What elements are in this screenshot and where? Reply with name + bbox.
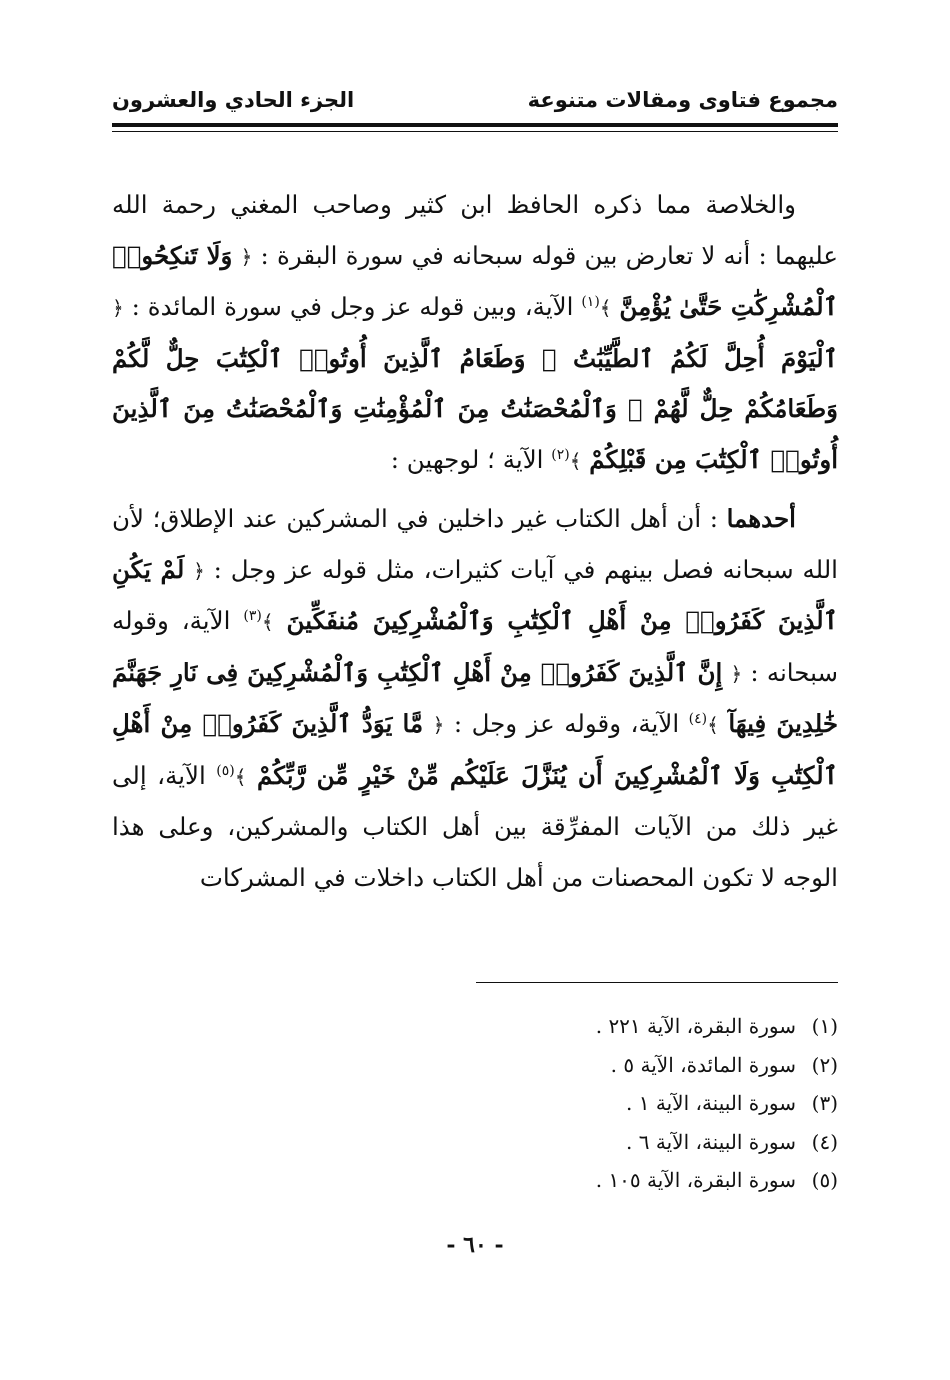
quran-bracket-open: ﴿ [240,244,253,269]
footnote-number: (٤) [811,1129,838,1154]
footnote-text: سورة البقرة، الآية ٢٢١ . [595,1014,796,1038]
quran-bracket-close: ﴾ [599,296,612,320]
quran-bracket-open: ﴿ [432,713,445,737]
footnote-item [112,1007,838,1046]
text-span: الآية، وقوله سبحانه : [112,606,839,687]
quran-bracket-open: ﴿ [730,661,743,686]
footnote-text: سورة البقرة، الآية ١٠٥ . [595,1168,796,1192]
paragraph-lead: أحدهما [726,504,796,533]
text-span: الآية، وبين قوله عز وجل في سورة المائدة : [131,292,574,321]
page-number: - ٦٠ - [446,1232,504,1258]
footnote-item [112,1123,838,1162]
quran-verse: لَمْ يَكُنِ ٱلَّذِينَ كَفَرُوا۟ مِنْ أَهْلِ ٱلْكِتَٰبِ وَٱلْمُشْرِكِينَ مُنفَكِّينَ [112,554,838,635]
text-span: والخلاصة مما ذكره الحافظ ابن كثير وصاحب المغني رحمة الله عليهما : أنه لا تعارض بين قوله سبحانه في سورة البقرة : [112,190,839,270]
text-span: الآية، إلى غير ذلك من الآيات المفرِّقة بين أهل الكتاب والمشركين، وعلى هذا الوجه لا تكون المحصنات من أهل الكتاب داخلات في المشركات [112,760,838,892]
text-span: الآية، وقوله عز وجل : [453,709,680,738]
paragraph-2 [112,494,838,903]
footnote-ref: (١) [581,293,600,310]
footnote-ref: (٥) [216,762,235,779]
quran-bracket-open: ﴿ [112,296,124,320]
quran-verse: إِنَّ ٱلَّذِينَ كَفَرُوا۟ مِنْ أَهْلِ ٱلْكِتَٰبِ وَٱلْمُشْرِكِينَ فِى نَارِ جَهَنَّمَ خَٰلِدِينَ فِيهَآ [112,657,839,738]
footnote-text: سورة البينة، الآية ١ . [626,1091,796,1115]
footnote-number: (٥) [811,1168,838,1192]
quran-bracket-close: ﴾ [234,764,247,789]
footnote-ref: (٣) [243,607,262,624]
footnote-separator [476,982,838,983]
footnote-item [112,1046,838,1085]
footnote-ref: (٤) [688,710,708,727]
quran-bracket-close: ﴾ [261,610,274,634]
main-text [112,180,838,903]
quran-bracket-open: ﴿ [193,558,205,583]
footnote-number: (٢) [811,1052,838,1077]
quran-bracket-close: ﴾ [707,713,719,737]
running-header [112,86,838,114]
quran-verse: وَلَا تَنكِحُوا۟ ٱلْمُشْرِكَٰتِ حَتَّىٰ يُؤْمِنَّ [112,240,838,321]
footnote-ref: (٢) [551,446,570,463]
paragraph-1 [112,180,838,486]
book-title: مجموع فتاوى ومقالات متنوعة [527,88,838,112]
footnote-text: سورة البينة، الآية ٦ . [626,1129,796,1154]
quran-verse: مَّا يَوَدُّ ٱلَّذِينَ كَفَرُوا۟ مِنْ أَهْلِ ٱلْكِتَٰبِ وَلَا ٱلْمُشْرِكِينَ أَن يُنَزَّلَ عَلَيْكُم مِّنْ خَيْرٍ مِّن رَّبِّكُمْ [112,709,838,790]
footnote-item [112,1161,838,1200]
header-rule-thin [112,131,838,132]
footnotes [112,1007,838,1200]
quran-verse: ٱلْيَوْمَ أُحِلَّ لَكُمُ ٱلطَّيِّبَٰتُ ۖ وَطَعَامُ ٱلَّذِينَ أُوتُوا۟ ٱلْكِتَٰبَ حِلٌّ لَّكُمْ وَطَعَامُكُمْ حِلٌّ لَّهُمْ ۖ وَٱلْمُحْصَنَٰتُ مِنَ ٱلْمُؤْمِنَٰتِ وَٱلْمُحْصَنَٰتُ مِنَ ٱلَّذِينَ أُوتُوا۟ ٱلْكِتَٰبَ مِن قَبْلِكُمْ [112,343,838,474]
footnote-number: (٣) [811,1091,838,1115]
footnote-item [112,1084,838,1123]
footnote-number: (١) [811,1014,838,1038]
footnote-text: سورة المائدة، الآية ٥ . [610,1052,796,1077]
header-rule-thick [112,123,838,127]
volume-label: الجزء الحادي والعشرون [112,88,355,112]
text-span: : أن أهل الكتاب غير داخلين في المشركين عند الإطلاق؛ لأن الله سبحانه فصل بينهم في آيات كثيرات، مثل قوله عز وجل : [112,504,838,584]
quran-bracket-close: ﴾ [569,448,582,473]
text-span: الآية ؛ لوجهين : [390,444,544,474]
